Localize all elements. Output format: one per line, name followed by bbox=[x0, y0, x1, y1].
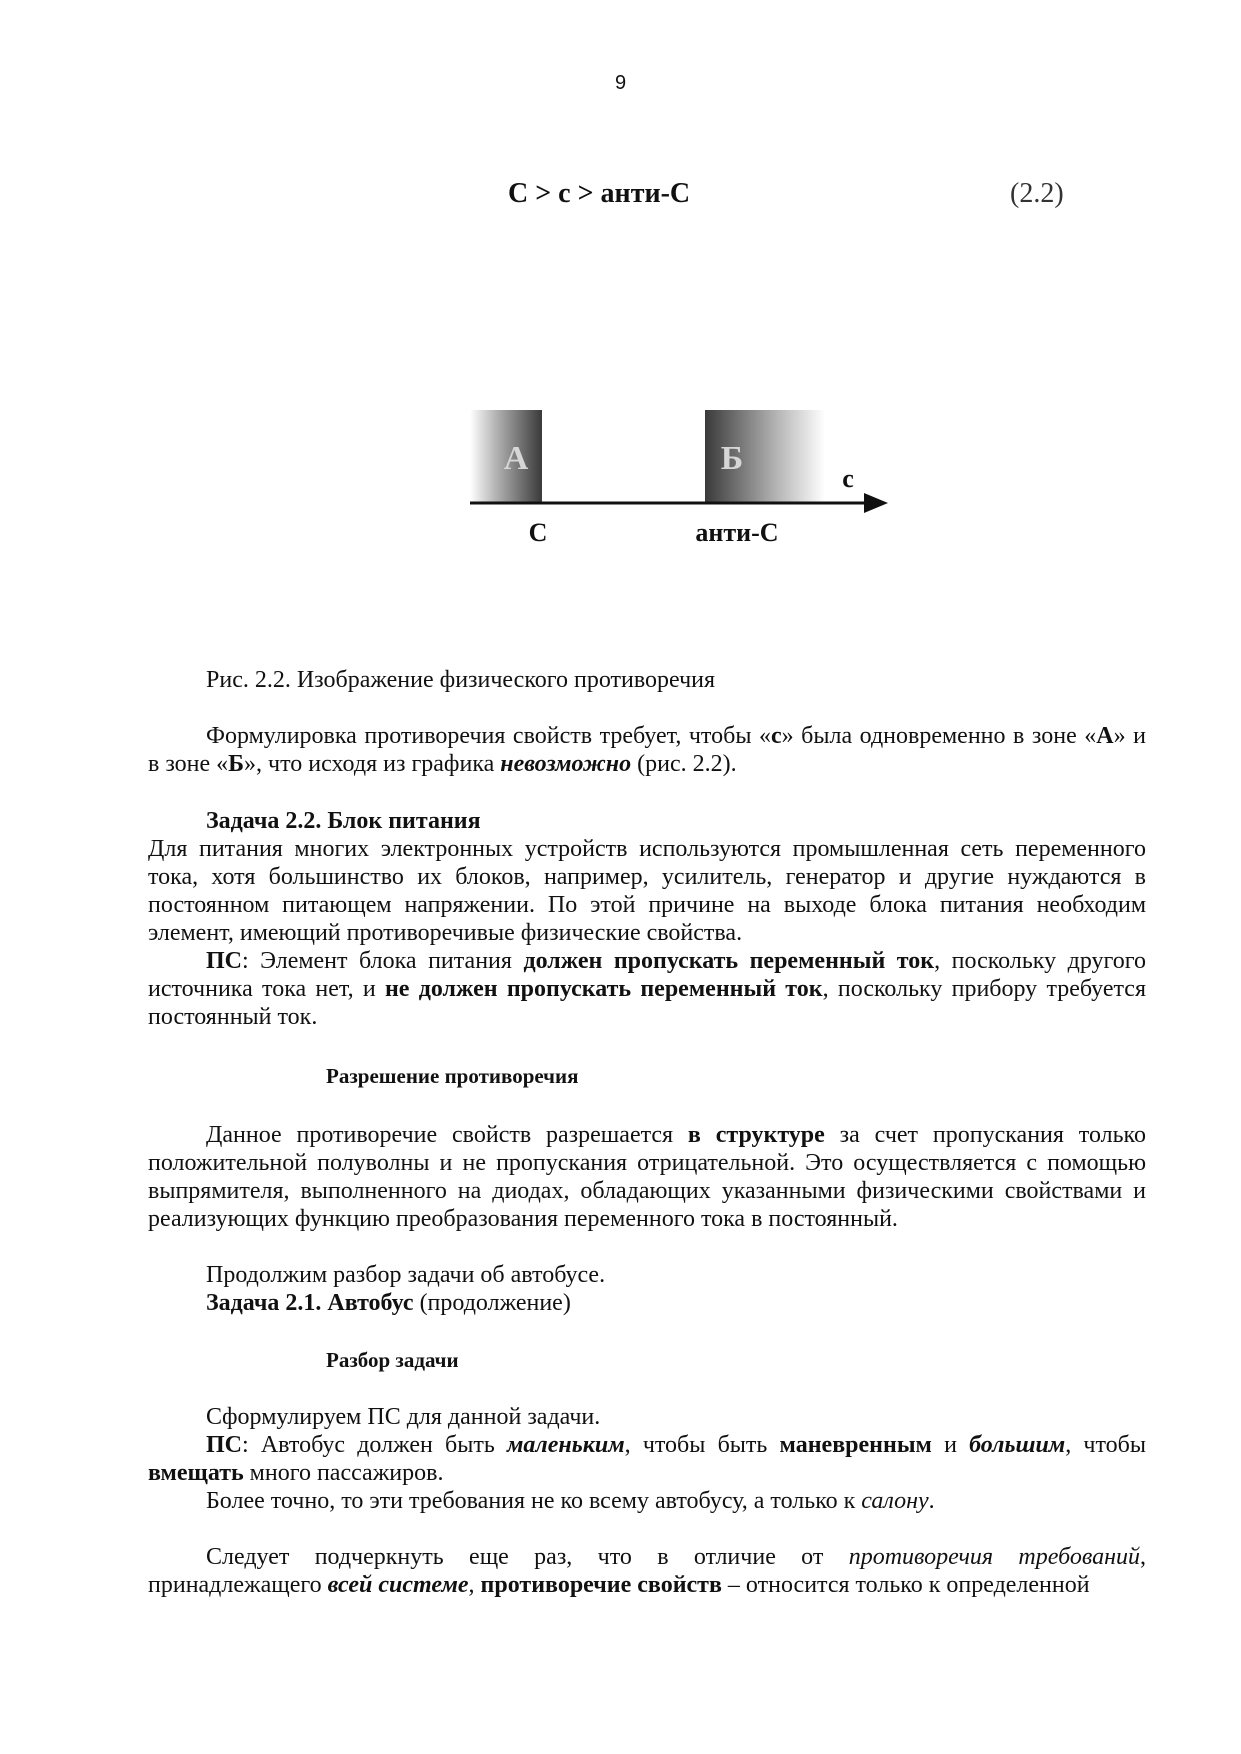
figure-caption: Рис. 2.2. Изображение физического противоречия bbox=[206, 667, 716, 693]
resolution-heading: Разрешение противоречия bbox=[326, 1064, 579, 1088]
zone-b-label: Б bbox=[720, 440, 744, 477]
formula: С > с > анти-С bbox=[508, 178, 691, 209]
task-2-2-ps: ПС: Элемент блока питания должен пропускать переменный ток, поскольку другого источника тока нет, и не должен пропускать переменный ток, поскольку прибору требуется постоянный ток. bbox=[148, 948, 1146, 1030]
axis-label: с bbox=[842, 464, 854, 493]
analysis-line-1: Сформулируем ПС для данной задачи. bbox=[206, 1404, 601, 1430]
analysis-heading: Разбор задачи bbox=[326, 1348, 459, 1372]
final-paragraph: Следует подчеркнуть еще раз, что в отличие от противоречия требований, принадлежащего всей системе, противоречие свойств – относится только к определенной bbox=[148, 1544, 1146, 1598]
anti-c-label: анти-С bbox=[695, 518, 779, 547]
task-2-1-title: Задача 2.1. Автобус (продолжение) bbox=[206, 1290, 571, 1316]
zone-a-label: А bbox=[503, 440, 529, 477]
task-2-2-body: Для питания многих электронных устройств используются промышленная сеть переменного тока, хотя большинство их блоков, например, усилитель, генератор и другие нуждаются в постоянном питающем напряжении. По этой причине на выходе блока питания необходим элемент, имеющий противоречивые физические свойства. bbox=[148, 836, 1146, 946]
resolution-body: Данное противоречие свойств разрешается в структуре за счет пропускания только положительной полуволны и не пропускания отрицательной. Это осуществляется с помощью выпрямителя, выполненного на диодах, обладающих указанными физическими свойствами и реализующих функцию преобразования переменного тока в постоянный. bbox=[148, 1122, 1146, 1232]
analysis-line-3: Более точно, то эти требования не ко всему автобусу, а только к салону. bbox=[206, 1488, 935, 1514]
paragraph-formulation: Формулировка противоречия свойств требует, чтобы «с» была одновременно в зоне «А» и в зоне «Б», что исходя из графика невозможно (рис. 2.2). bbox=[148, 723, 1146, 777]
task-2-2-title: Задача 2.2. Блок питания bbox=[206, 808, 481, 834]
continue-line: Продолжим разбор задачи об автобусе. bbox=[206, 1262, 606, 1288]
contradiction-diagram bbox=[460, 405, 900, 565]
analysis-ps: ПС: Автобус должен быть маленьким, чтобы быть маневренным и большим, чтобы вмещать много пассажиров. bbox=[148, 1432, 1147, 1486]
axis-arrow-icon bbox=[864, 493, 888, 513]
formula-number: (2.2) bbox=[1010, 178, 1064, 209]
c-label: С bbox=[528, 518, 548, 547]
page-number: 9 bbox=[614, 72, 627, 94]
